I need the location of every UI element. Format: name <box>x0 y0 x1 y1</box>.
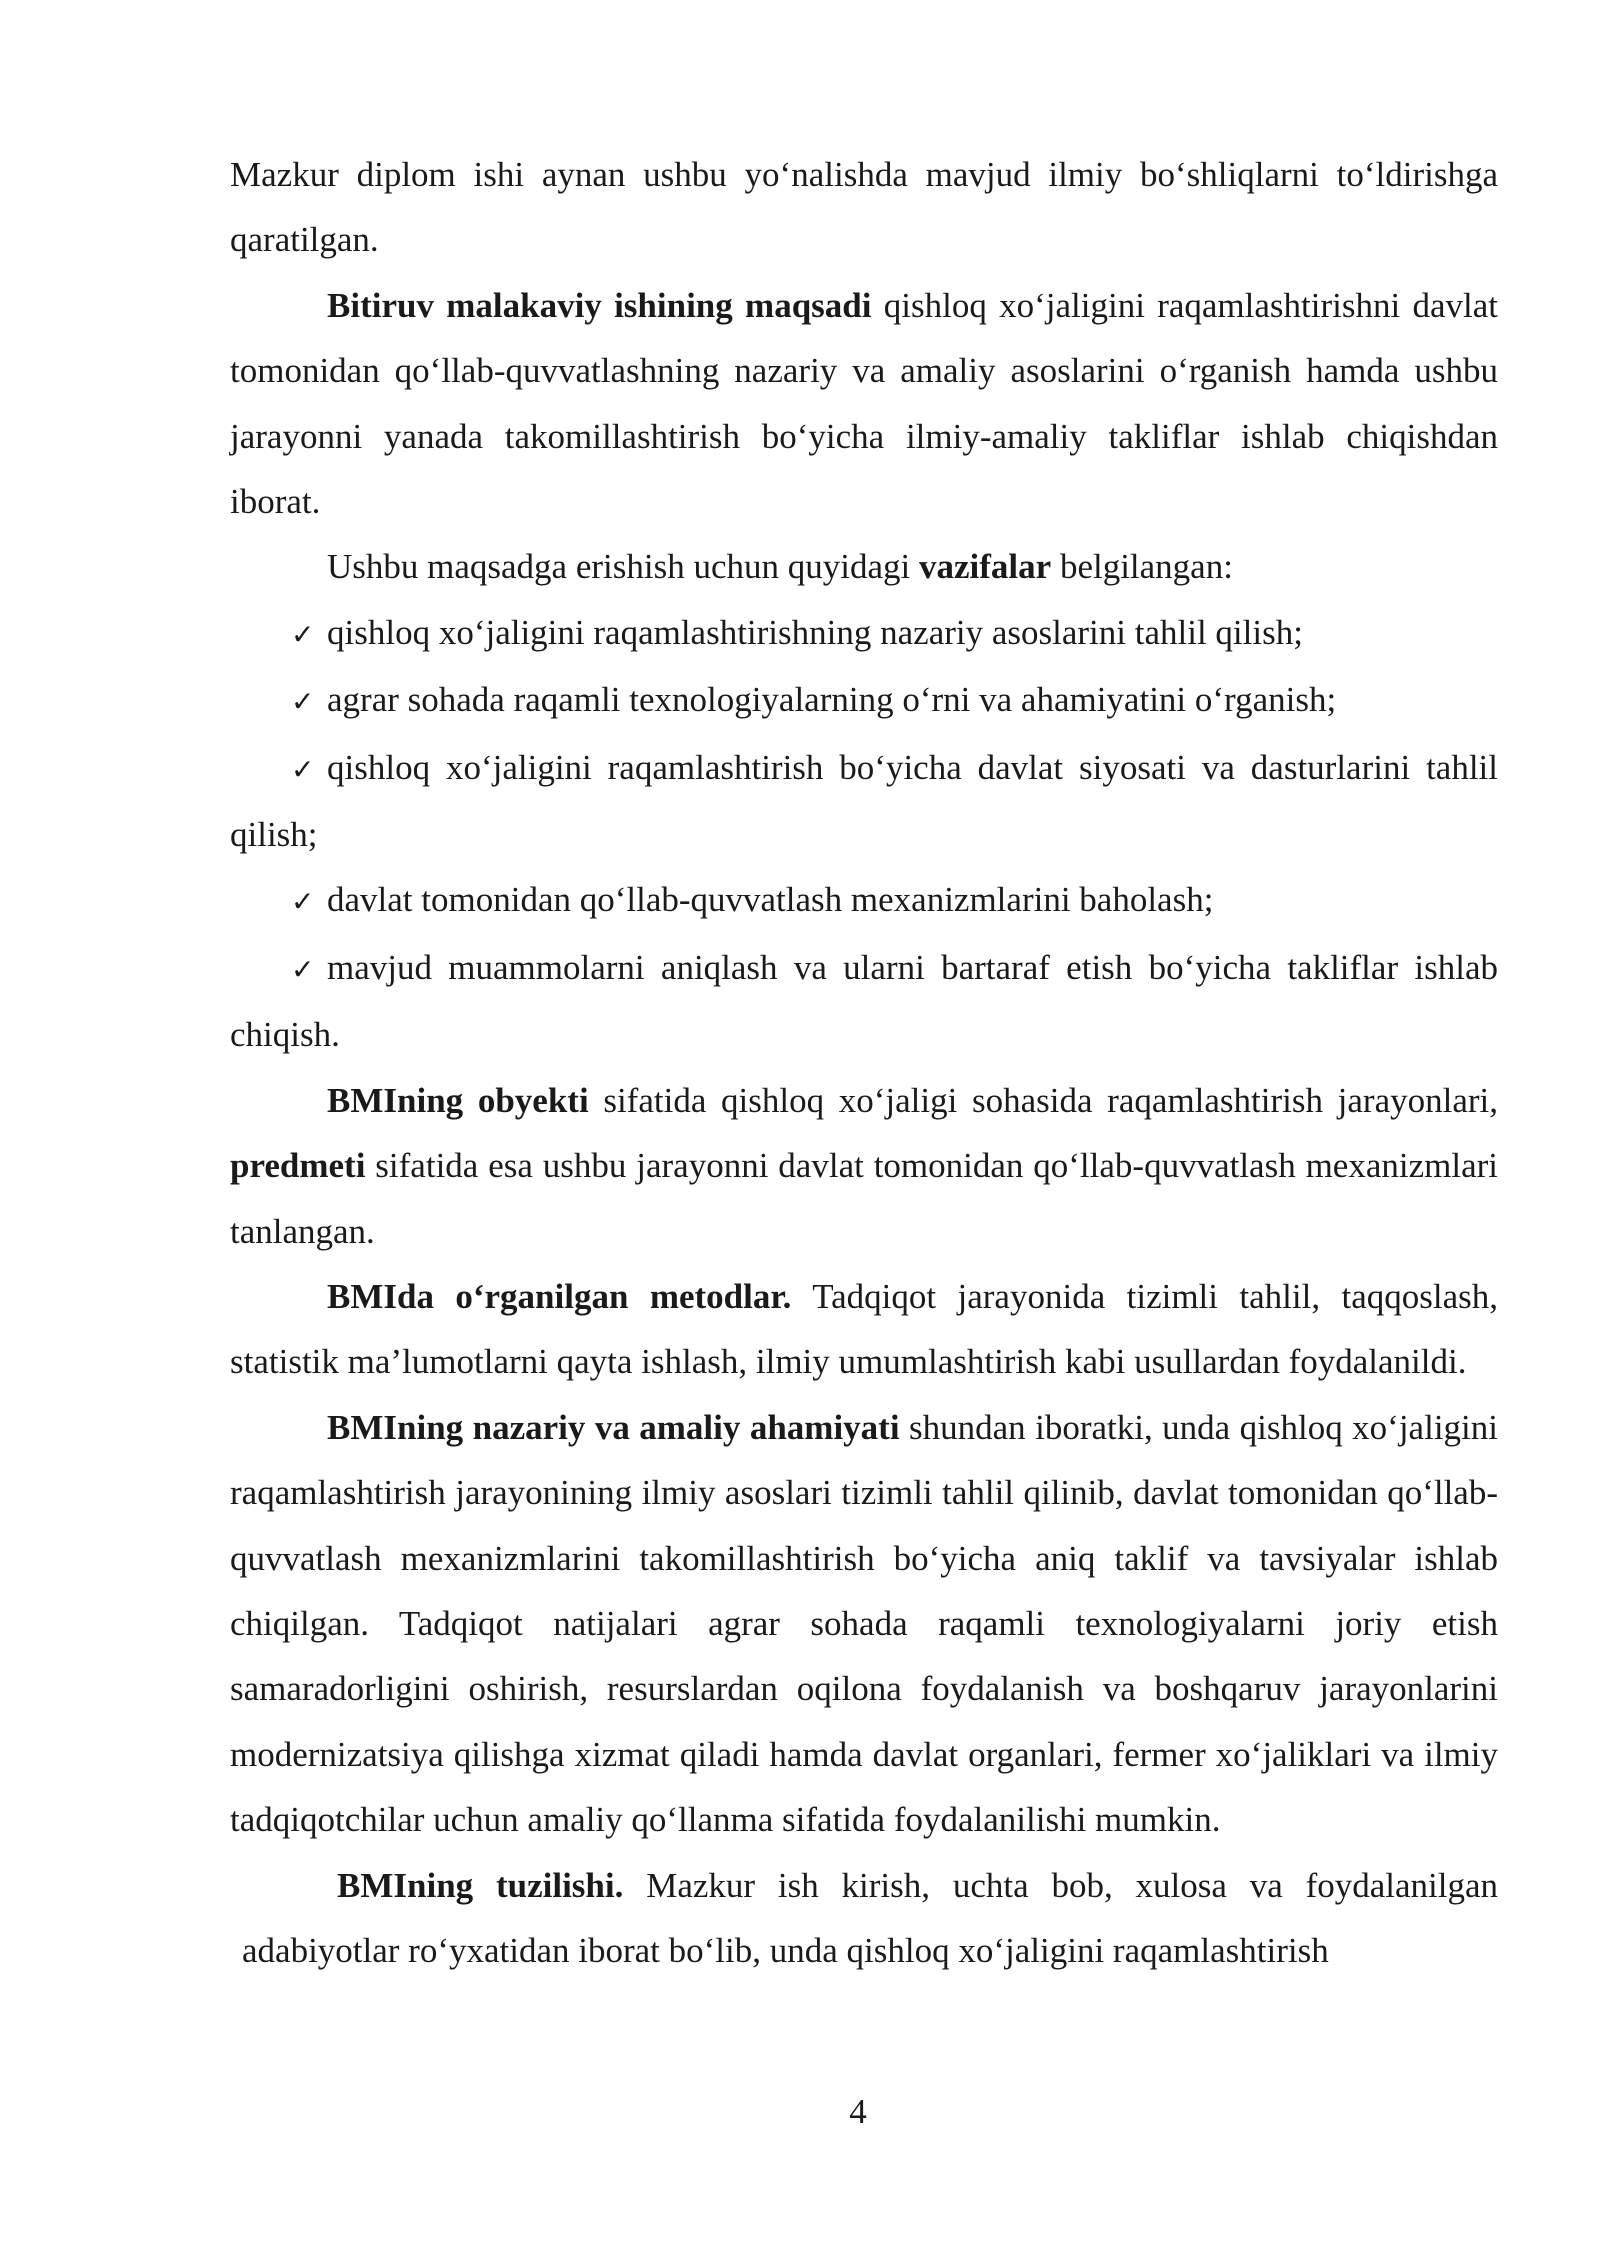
paragraph-methods <box>230 1264 1498 1395</box>
tasks-intro-start: Ushbu maqsadga erishish uchun quyidagi <box>327 547 919 587</box>
methods-heading: BMIda o‘rganilgan metodlar. <box>327 1276 792 1316</box>
task-list <box>230 600 1498 1068</box>
object-heading: BMIning obyekti <box>327 1080 589 1120</box>
subject-text: sifatida esa ushbu jarayonni davlat tomonidan qo‘llab-quvvatlash mexanizmlari tanlangan. <box>230 1146 1498 1251</box>
tasks-heading: vazifalar <box>919 547 1052 587</box>
checkmark-icon: ✓ <box>291 617 315 651</box>
task-item <box>230 735 1498 868</box>
task-item <box>230 600 1498 667</box>
task-item <box>230 867 1498 934</box>
subject-heading: predmeti <box>230 1146 366 1186</box>
structure-text: Mazkur ish kirish, uchta bob, xulosa va foydalanilgan adabiyotlar ro‘yxatidan iborat bo‘lib, unda qishloq xo‘jaligini raqamlashtirish <box>242 1865 1498 1970</box>
checkmark-icon: ✓ <box>291 752 315 786</box>
goal-text: qishloq xo‘jaligini raqamlashtirishni davlat tomonidan qo‘llab-quvvatlashning nazariy va amaliy asoslarini o‘rganish hamda ushbu jarayonni yanada takomillashtirish bo‘yicha ilmiy-amaliy takliflar ishlab chiqishdan iborat. <box>230 285 1498 522</box>
task-text: qishloq xo‘jaligini raqamlashtirish bo‘yicha davlat siyosati va dasturlarini tahlil qilish; <box>230 747 1498 855</box>
paragraph-object <box>230 1068 1498 1264</box>
checkmark-icon: ✓ <box>291 685 315 719</box>
paragraph-tasks-intro <box>230 534 1498 599</box>
paragraph-intro: Mazkur diplom ishi aynan ushbu yo‘nalishda mavjud ilmiy bo‘shliqlarni to‘ldirishga qaratilgan. <box>230 155 1498 260</box>
task-text: agrar sohada raqamli texnologiyalarning o‘rni va ahamiyatini o‘rganish; <box>327 680 1337 720</box>
document-page <box>230 142 1498 1983</box>
significance-text: shundan iboratki, unda qishloq xo‘jaligini raqamlashtirish jarayonining ilmiy asoslari tizimli tahlil qilinib, davlat tomonidan qo‘llab-quvvatlash mexanizmlarini takomillashtirish bo‘yicha aniq taklif va tavsiyalar ishlab chiqilgan. Tadqiqot natijalari agrar sohada raqamli texnologiyalarni joriy etish samaradorligini oshirish, resurslardan oqilona foydalanish va boshqaruv jarayonlarini modernizatsiya qilishga xizmat qiladi hamda davlat organlari, fermer xo‘jaliklari va ilmiy tadqiqotchilar uchun amaliy qo‘llanma sifatida foydalanilishi mumkin. <box>230 1407 1498 1840</box>
paragraph-significance <box>230 1395 1498 1853</box>
significance-heading: BMIning nazariy va amaliy ahamiyati <box>327 1407 900 1447</box>
task-text: davlat tomonidan qo‘llab-quvvatlash mexanizmlarini baholash; <box>327 880 1214 920</box>
methods-text: Tadqiqot jarayonida tizimli tahlil, taqqoslash, statistik ma’lumotlarni qayta ishlash, ilmiy umumlashtirish kabi usullardan foydalanildi. <box>230 1276 1498 1382</box>
object-text: sifatida qishloq xo‘jaligi sohasida raqamlashtirish jarayonlari, <box>588 1080 1498 1120</box>
paragraph-structure <box>230 1853 1498 1984</box>
task-text: mavjud muammolarni aniqlash va ularni bartaraf etish bo‘yicha takliflar ishlab chiqish. <box>230 947 1498 1055</box>
goal-heading: Bitiruv malakaviy ishining maqsadi <box>327 285 872 325</box>
checkmark-icon: ✓ <box>291 952 315 986</box>
task-text: qishloq xo‘jaligini raqamlashtirishning nazariy asoslarini tahlil qilish; <box>327 612 1303 652</box>
tasks-intro-end: belgilangan: <box>1051 547 1233 587</box>
page-number: 4 <box>849 2092 867 2131</box>
task-item <box>230 667 1498 734</box>
task-item <box>230 935 1498 1068</box>
paragraph-goal <box>230 273 1498 535</box>
structure-heading: BMIning tuzilishi. <box>337 1865 624 1905</box>
checkmark-icon: ✓ <box>291 885 315 919</box>
